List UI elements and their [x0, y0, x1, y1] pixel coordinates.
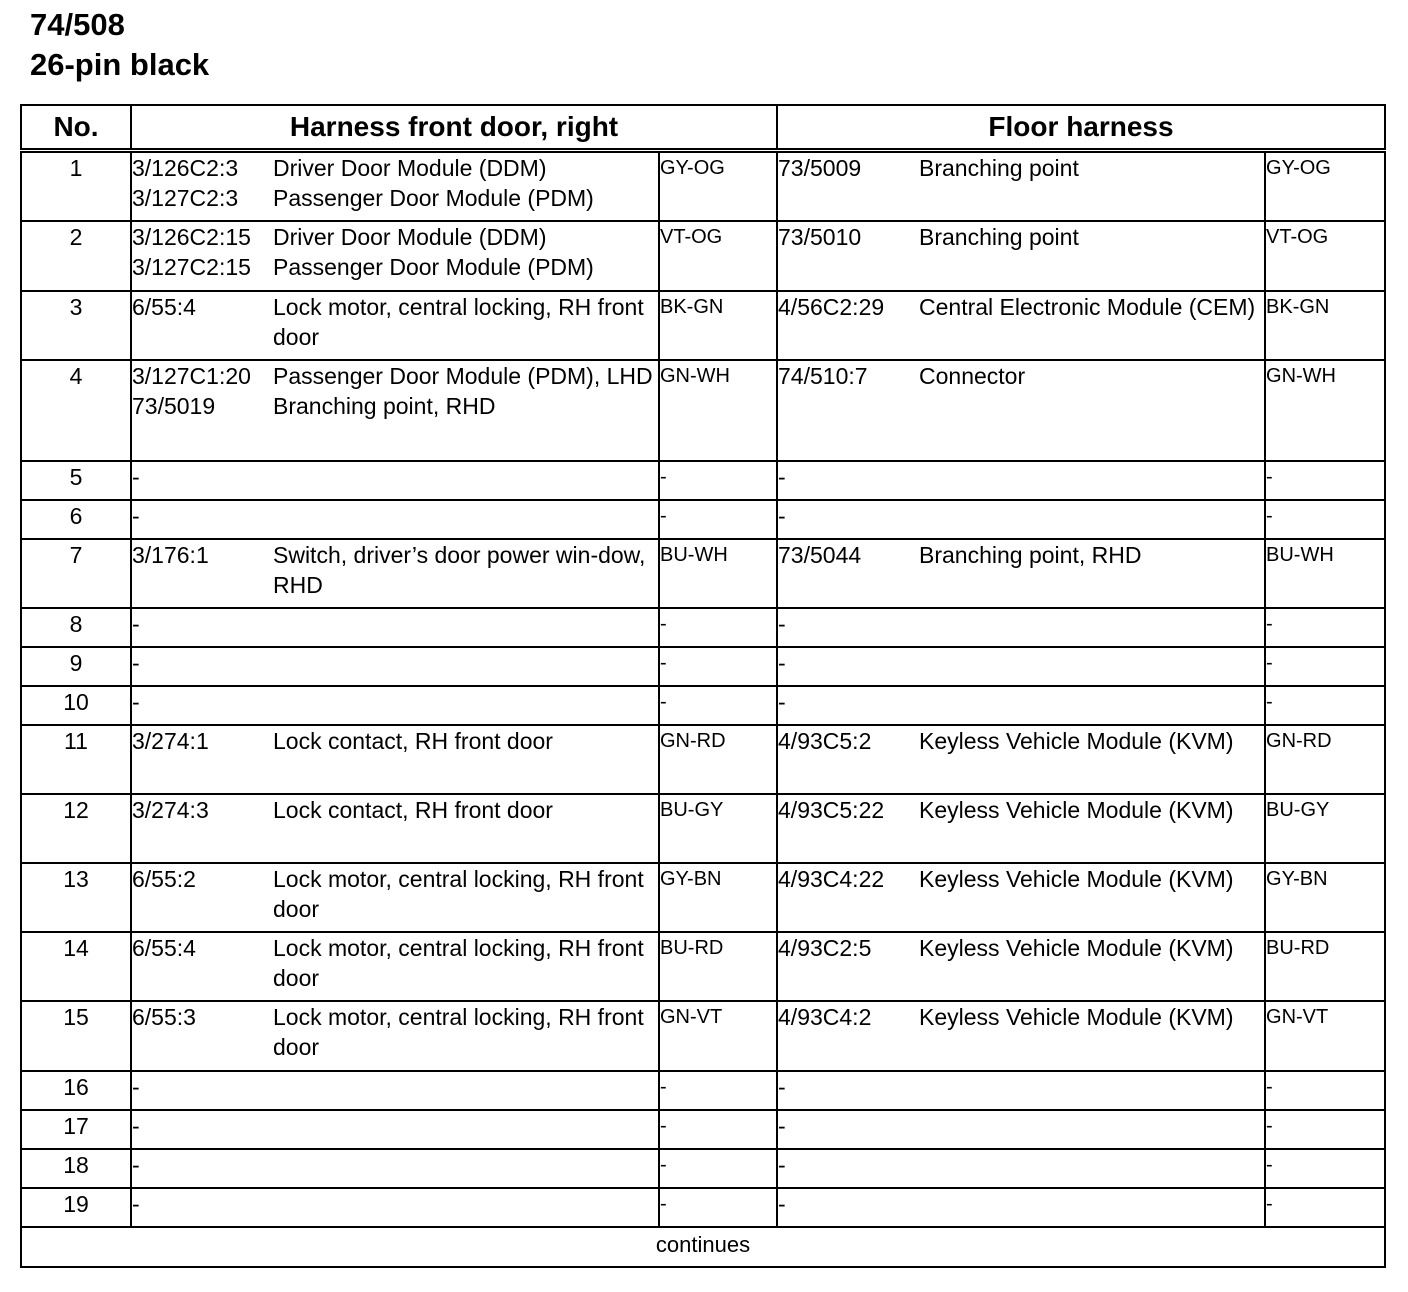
left-desc-cell — [273, 461, 659, 500]
left-wire-color: - — [659, 461, 777, 500]
pin-number: 17 — [21, 1110, 131, 1149]
left-wire-color: BU-WH — [659, 539, 777, 608]
left-desc-cell — [273, 291, 659, 360]
left-component-desc: Driver Door Module (DDM) — [273, 223, 547, 250]
left-wire-color: VT-OG — [659, 221, 777, 291]
left-desc-cell — [273, 647, 659, 686]
left-desc-cell — [273, 794, 659, 863]
left-wire-color: BU-RD — [659, 932, 777, 1001]
left-desc-cell — [273, 1110, 659, 1149]
right-wire-color: - — [1265, 1149, 1385, 1188]
left-desc-cell — [273, 608, 659, 647]
left-wire-color: - — [659, 1071, 777, 1110]
table-row — [21, 221, 1385, 291]
left-desc-cell — [273, 863, 659, 932]
left-ref-cell — [131, 151, 273, 221]
right-wire-color: - — [1265, 1188, 1385, 1227]
right-component-desc: Keyless Vehicle Module (KVM) — [919, 796, 1234, 823]
pin-number: 15 — [21, 1001, 131, 1071]
right-desc-cell — [919, 291, 1265, 360]
left-ref-cell — [131, 608, 273, 647]
right-desc-cell — [919, 647, 1265, 686]
pin-number: 10 — [21, 686, 131, 725]
connector-description: 26-pin black — [30, 47, 210, 82]
header-harness-front-door: Harness front door, right — [131, 105, 777, 151]
right-wire-color: GN-RD — [1265, 725, 1385, 794]
right-component-desc: Keyless Vehicle Module (KVM) — [919, 727, 1234, 754]
left-component-ref: 3/274:1 — [132, 727, 209, 754]
left-ref-cell — [131, 291, 273, 360]
left-component-ref: 73/5019 — [132, 392, 216, 419]
right-ref-cell — [777, 539, 919, 608]
left-component-ref: - — [132, 649, 140, 676]
left-component-desc: Branching point, RHD — [273, 392, 496, 419]
pin-number: 18 — [21, 1149, 131, 1188]
right-component-ref: 4/56C2:29 — [778, 293, 885, 320]
right-component-ref: 73/5009 — [778, 155, 862, 181]
right-wire-color: GN-VT — [1265, 1001, 1385, 1071]
right-wire-color: - — [1265, 608, 1385, 647]
table-row — [21, 151, 1385, 221]
left-component-ref: - — [132, 1112, 140, 1139]
left-ref-cell — [131, 686, 273, 725]
right-ref-cell — [777, 932, 919, 1001]
left-component-desc: Lock motor, central locking, RH front door — [273, 934, 644, 991]
connector-id: 74/508 — [30, 7, 125, 42]
right-wire-color: BU-GY — [1265, 794, 1385, 863]
left-wire-color: - — [659, 1110, 777, 1149]
left-component-ref: 3/127C2:3 — [132, 185, 239, 211]
left-wire-color: BU-GY — [659, 794, 777, 863]
table-row — [21, 794, 1385, 863]
right-component-ref: - — [778, 1151, 786, 1178]
right-component-desc: Branching point, RHD — [919, 541, 1142, 568]
right-wire-color: VT-OG — [1265, 221, 1385, 291]
right-component-ref: 73/5044 — [778, 541, 862, 568]
left-component-desc: Lock motor, central locking, RH front door — [273, 293, 644, 350]
left-wire-color: GN-RD — [659, 725, 777, 794]
right-component-ref: 4/93C5:22 — [778, 796, 885, 823]
left-ref-cell — [131, 221, 273, 291]
left-wire-color: - — [659, 500, 777, 539]
right-wire-color: - — [1265, 461, 1385, 500]
left-ref-cell — [131, 360, 273, 461]
left-component-desc: Passenger Door Module (PDM) — [273, 253, 594, 280]
right-component-desc: Keyless Vehicle Module (KVM) — [919, 934, 1234, 961]
right-wire-color: GN-WH — [1265, 360, 1385, 461]
left-desc-cell — [273, 151, 659, 221]
right-component-ref: - — [778, 1073, 786, 1100]
left-component-ref: 6/55:3 — [132, 1003, 196, 1030]
table-footer-row — [21, 1227, 1385, 1267]
right-desc-cell — [919, 151, 1265, 221]
right-ref-cell — [777, 1188, 919, 1227]
left-ref-cell — [131, 1188, 273, 1227]
table-body — [21, 151, 1385, 1227]
left-wire-color: GN-VT — [659, 1001, 777, 1071]
left-wire-color: - — [659, 686, 777, 725]
pin-number: 5 — [21, 461, 131, 500]
right-component-ref: 73/5010 — [778, 223, 862, 250]
right-desc-cell — [919, 1001, 1265, 1071]
right-wire-color: - — [1265, 686, 1385, 725]
left-desc-cell — [273, 500, 659, 539]
left-desc-cell — [273, 932, 659, 1001]
pin-number: 19 — [21, 1188, 131, 1227]
table-row — [21, 291, 1385, 360]
right-component-ref: 4/93C4:22 — [778, 865, 885, 892]
right-wire-color: - — [1265, 500, 1385, 539]
left-wire-color: - — [659, 1188, 777, 1227]
right-component-ref: 4/93C4:2 — [778, 1003, 872, 1030]
left-component-desc: Lock motor, central locking, RH front door — [273, 865, 644, 922]
left-component-desc: Switch, driver’s door power win-dow, RHD — [273, 541, 646, 598]
left-desc-cell — [273, 686, 659, 725]
left-ref-cell — [131, 461, 273, 500]
right-component-ref: - — [778, 1112, 786, 1139]
right-desc-cell — [919, 539, 1265, 608]
pin-number: 11 — [21, 725, 131, 794]
left-wire-color: - — [659, 1149, 777, 1188]
left-component-ref: - — [132, 1073, 140, 1100]
right-component-desc: Connector — [919, 362, 1026, 389]
pin-number: 3 — [21, 291, 131, 360]
pinout-table — [20, 104, 1386, 1268]
table-row — [21, 360, 1385, 461]
left-desc-cell — [273, 360, 659, 461]
left-component-ref: - — [132, 1151, 140, 1178]
left-component-desc: Lock contact, RH front door — [273, 727, 553, 754]
table-row — [21, 500, 1385, 539]
right-ref-cell — [777, 1149, 919, 1188]
right-ref-cell — [777, 608, 919, 647]
right-component-desc: Keyless Vehicle Module (KVM) — [919, 1003, 1234, 1030]
pin-number: 13 — [21, 863, 131, 932]
right-ref-cell — [777, 725, 919, 794]
header-floor-harness: Floor harness — [777, 105, 1385, 151]
left-component-ref: 3/127C1:20 — [132, 362, 251, 389]
left-ref-cell — [131, 863, 273, 932]
left-ref-cell — [131, 500, 273, 539]
left-component-ref: 3/176:1 — [132, 541, 209, 568]
left-ref-cell — [131, 1149, 273, 1188]
right-ref-cell — [777, 863, 919, 932]
left-ref-cell — [131, 725, 273, 794]
right-component-ref: 74/510:7 — [778, 362, 868, 389]
left-ref-cell — [131, 794, 273, 863]
left-ref-cell — [131, 1001, 273, 1071]
right-desc-cell — [919, 1149, 1265, 1188]
left-desc-cell — [273, 221, 659, 291]
table-row — [21, 1071, 1385, 1110]
table-row — [21, 1188, 1385, 1227]
table-row — [21, 647, 1385, 686]
right-wire-color: GY-OG — [1265, 151, 1385, 221]
pin-number: 7 — [21, 539, 131, 608]
left-component-ref: - — [132, 1190, 140, 1217]
right-wire-color: GY-BN — [1265, 863, 1385, 932]
left-component-ref: 3/126C2:3 — [132, 155, 239, 181]
right-ref-cell — [777, 461, 919, 500]
left-desc-cell — [273, 539, 659, 608]
right-desc-cell — [919, 1110, 1265, 1149]
left-wire-color: BK-GN — [659, 291, 777, 360]
table-row — [21, 725, 1385, 794]
right-ref-cell — [777, 1110, 919, 1149]
table-row — [21, 461, 1385, 500]
left-component-ref: 6/55:4 — [132, 934, 196, 961]
right-desc-cell — [919, 1071, 1265, 1110]
table-header-row — [21, 105, 1385, 151]
right-component-ref: - — [778, 1190, 786, 1217]
right-component-ref: 4/93C5:2 — [778, 727, 872, 754]
left-wire-color: GN-WH — [659, 360, 777, 461]
right-component-ref: 4/93C2:5 — [778, 934, 872, 961]
left-component-desc: Lock contact, RH front door — [273, 796, 553, 823]
right-component-desc: Branching point — [919, 223, 1079, 250]
pin-number: 12 — [21, 794, 131, 863]
left-component-ref: - — [132, 502, 140, 529]
table-row — [21, 1110, 1385, 1149]
right-ref-cell — [777, 647, 919, 686]
left-component-ref: 6/55:2 — [132, 865, 196, 892]
left-component-ref: - — [132, 463, 140, 490]
left-component-ref: 6/55:4 — [132, 293, 196, 320]
pin-number: 8 — [21, 608, 131, 647]
continues-note: continues — [21, 1227, 1385, 1267]
right-component-ref: - — [778, 502, 786, 529]
right-desc-cell — [919, 500, 1265, 539]
left-desc-cell — [273, 725, 659, 794]
table-row — [21, 1001, 1385, 1071]
right-desc-cell — [919, 608, 1265, 647]
right-component-desc: Branching point — [919, 155, 1079, 181]
right-component-ref: - — [778, 610, 786, 637]
pin-number: 14 — [21, 932, 131, 1001]
left-component-ref: 3/126C2:15 — [132, 223, 251, 250]
right-desc-cell — [919, 863, 1265, 932]
pin-number: 1 — [21, 151, 131, 221]
right-desc-cell — [919, 221, 1265, 291]
right-desc-cell — [919, 686, 1265, 725]
right-desc-cell — [919, 1188, 1265, 1227]
table-row — [21, 608, 1385, 647]
right-desc-cell — [919, 360, 1265, 461]
header-no: No. — [21, 105, 131, 151]
left-component-ref: 3/127C2:15 — [132, 253, 251, 280]
right-component-ref: - — [778, 688, 786, 715]
left-desc-cell — [273, 1071, 659, 1110]
left-desc-cell — [273, 1149, 659, 1188]
right-ref-cell — [777, 151, 919, 221]
pin-number: 6 — [21, 500, 131, 539]
right-ref-cell — [777, 500, 919, 539]
pin-number: 2 — [21, 221, 131, 291]
left-ref-cell — [131, 1110, 273, 1149]
pin-number: 16 — [21, 1071, 131, 1110]
left-wire-color: GY-BN — [659, 863, 777, 932]
left-ref-cell — [131, 1071, 273, 1110]
right-ref-cell — [777, 1071, 919, 1110]
left-desc-cell — [273, 1188, 659, 1227]
right-wire-color: BK-GN — [1265, 291, 1385, 360]
right-component-ref: - — [778, 649, 786, 676]
right-wire-color: BU-WH — [1265, 539, 1385, 608]
right-ref-cell — [777, 686, 919, 725]
left-desc-cell — [273, 1001, 659, 1071]
left-ref-cell — [131, 932, 273, 1001]
right-ref-cell — [777, 221, 919, 291]
right-wire-color: BU-RD — [1265, 932, 1385, 1001]
left-component-desc: Passenger Door Module (PDM), LHD — [273, 362, 653, 389]
left-ref-cell — [131, 647, 273, 686]
left-wire-color: - — [659, 608, 777, 647]
right-ref-cell — [777, 291, 919, 360]
right-desc-cell — [919, 725, 1265, 794]
left-component-ref: - — [132, 688, 140, 715]
left-component-ref: - — [132, 610, 140, 637]
right-desc-cell — [919, 794, 1265, 863]
right-component-desc: Keyless Vehicle Module (KVM) — [919, 865, 1234, 892]
table-row — [21, 539, 1385, 608]
right-component-desc: Central Electronic Module (CEM) — [919, 293, 1256, 320]
right-ref-cell — [777, 1001, 919, 1071]
right-desc-cell — [919, 461, 1265, 500]
left-component-ref: 3/274:3 — [132, 796, 209, 823]
right-ref-cell — [777, 360, 919, 461]
right-ref-cell — [777, 794, 919, 863]
right-desc-cell — [919, 932, 1265, 1001]
left-component-desc: Lock motor, central locking, RH front door — [273, 1003, 644, 1060]
right-wire-color: - — [1265, 647, 1385, 686]
right-wire-color: - — [1265, 1071, 1385, 1110]
left-component-desc: Passenger Door Module (PDM) — [273, 185, 594, 211]
table-row — [21, 863, 1385, 932]
left-wire-color: - — [659, 647, 777, 686]
right-component-ref: - — [778, 463, 786, 490]
pin-number: 4 — [21, 360, 131, 461]
table-row — [21, 686, 1385, 725]
table-row — [21, 1149, 1385, 1188]
table-row — [21, 932, 1385, 1001]
pin-number: 9 — [21, 647, 131, 686]
left-ref-cell — [131, 539, 273, 608]
right-wire-color: - — [1265, 1110, 1385, 1149]
left-wire-color: GY-OG — [659, 151, 777, 221]
left-component-desc: Driver Door Module (DDM) — [273, 155, 547, 181]
